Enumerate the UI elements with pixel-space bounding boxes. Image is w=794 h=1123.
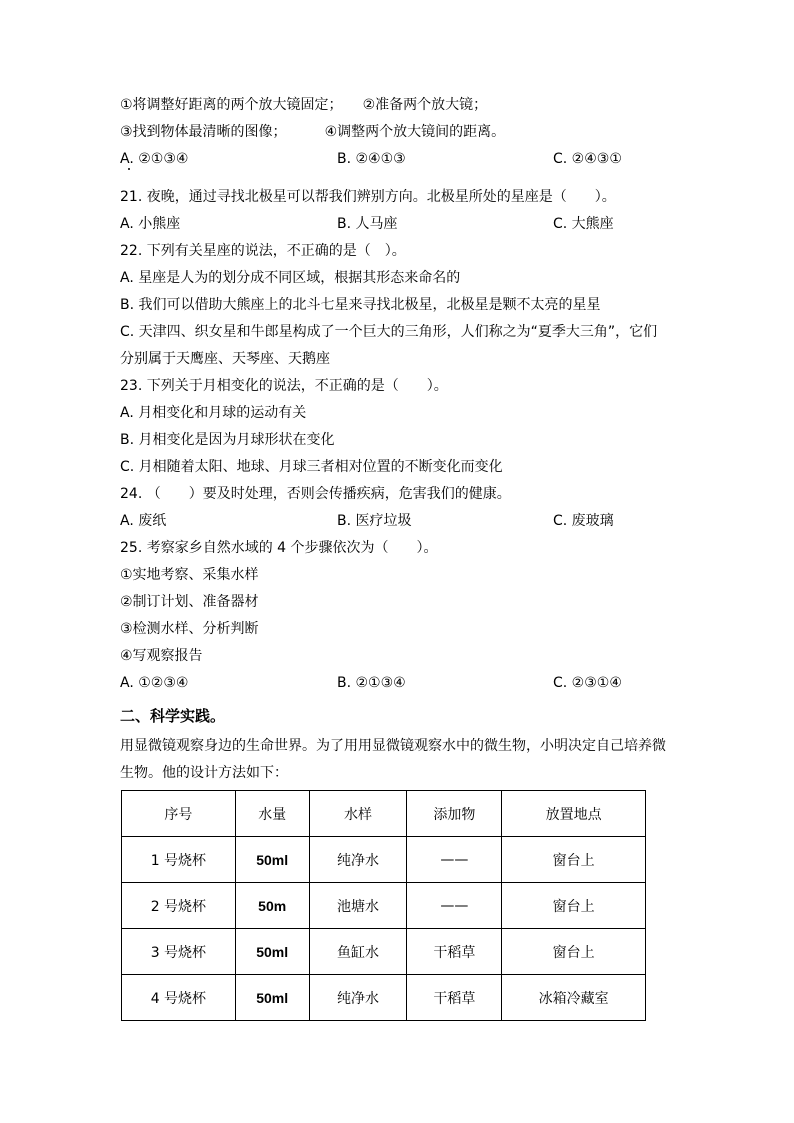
section-intro-2: 生物。他的设计方法如下：	[120, 765, 288, 781]
q25-step-1: ①实地考察、采集水样	[120, 567, 259, 583]
header-cell: 水量	[235, 791, 309, 837]
table-cell: 纯净水	[309, 837, 407, 883]
table-cell: 50ml	[235, 837, 309, 883]
q21-option-a: A. 小熊座	[120, 216, 181, 232]
step-2: ②准备两个放大镜；	[362, 97, 488, 113]
table-cell: 池塘水	[309, 883, 407, 929]
table-cell: 2 号烧杯	[122, 883, 236, 929]
table-row	[122, 929, 646, 975]
q23-option-b: B. 月相变化是因为月球形状在变化	[120, 432, 335, 448]
q25-step-2: ②制订计划、准备器材	[120, 594, 259, 610]
q24-option-c: C. 废玻璃	[553, 513, 614, 529]
table-cell: 窗台上	[502, 883, 646, 929]
table-cell: 50ml	[235, 929, 309, 975]
q22-option-c: C. 天津四、织女星和牛郎星构成了一个巨大的三角形，人们称之为“夏季大三角”，它们	[120, 324, 658, 340]
q25-option-a: A. ①②③④	[120, 675, 189, 691]
q24-option-b: B. 医疗垃圾	[337, 513, 412, 529]
table-row	[122, 975, 646, 1021]
table-cell: 干稻草	[407, 975, 502, 1021]
table-cell: 1 号烧杯	[122, 837, 236, 883]
step-line-1	[120, 95, 487, 115]
q24-stem: 24. （ ）要及时处理，否则会传播疾病，危害我们的健康。	[120, 486, 511, 502]
q22-option-c-cont: 分别属于天鹰座、天琴座、天鹅座	[120, 351, 330, 367]
table-cell: 鱼缸水	[309, 929, 407, 975]
step-line-2	[120, 122, 505, 142]
q20-option-c: C. ②④③①	[553, 151, 622, 167]
table-row	[122, 837, 646, 883]
table-cell: 50ml	[235, 975, 309, 1021]
table-cell: 纯净水	[309, 975, 407, 1021]
q21-option-c: C. 大熊座	[553, 216, 614, 232]
q25-step-3: ③检测水样、分析判断	[120, 621, 259, 637]
table-cell: 3 号烧杯	[122, 929, 236, 975]
step-4: ④调整两个放大镜间的距离。	[324, 124, 506, 140]
q21-option-b: B. 人马座	[337, 216, 398, 232]
q20-option-a: A. ②①③④	[120, 151, 189, 167]
step-3: ③找到物体最清晰的图像；	[120, 124, 287, 140]
q20-option-b: B. ②④①③	[337, 151, 406, 167]
q21-stem: 21. 夜晚，通过寻找北极星可以帮我们辨别方向。北极星所处的星座是（ ）。	[120, 189, 616, 205]
table-row	[122, 883, 646, 929]
table-cell: ——	[407, 837, 502, 883]
table-header-row	[122, 791, 646, 837]
table-cell: ——	[407, 883, 502, 929]
table-cell: 窗台上	[502, 837, 646, 883]
q25-option-c: C. ②③①④	[553, 675, 622, 691]
q25-option-b: B. ②①③④	[337, 675, 406, 691]
section-title: 二、科学实践。	[120, 707, 226, 725]
q23-stem: 23. 下列关于月相变化的说法，不正确的是（ ）。	[120, 378, 448, 394]
q22-stem: 22. 下列有关星座的说法，不正确的是（ ）。	[120, 243, 406, 259]
q22-option-a: A. 星座是人为的划分成不同区域，根据其形态来命名的	[120, 270, 461, 286]
q23-option-a: A. 月相变化和月球的运动有关	[120, 405, 307, 421]
q23-option-c: C. 月相随着太阳、地球、月球三者相对位置的不断变化而变化	[120, 459, 503, 475]
header-cell: 水样	[309, 791, 407, 837]
experiment-table	[121, 790, 646, 1021]
header-cell: 序号	[122, 791, 236, 837]
step-1: ①将调整好距离的两个放大镜固定；	[120, 97, 343, 113]
section-intro-1: 用显微镜观察身边的生命世界。为了用用显微镜观察水中的微生物，小明决定自己培养微	[120, 738, 666, 754]
stray-dot	[128, 168, 130, 170]
table-cell: 50m	[235, 883, 309, 929]
table-cell: 窗台上	[502, 929, 646, 975]
table-cell: 4 号烧杯	[122, 975, 236, 1021]
header-cell: 添加物	[407, 791, 502, 837]
q24-option-a: A. 废纸	[120, 513, 167, 529]
q25-stem: 25. 考察家乡自然水域的 4 个步骤依次为（ ）。	[120, 540, 438, 556]
table-cell: 冰箱冷藏室	[502, 975, 646, 1021]
table-cell: 干稻草	[407, 929, 502, 975]
q25-step-4: ④写观察报告	[120, 648, 203, 664]
q22-option-b: B. 我们可以借助大熊座上的北斗七星来寻找北极星，北极星是颗不太亮的星星	[120, 297, 601, 313]
header-cell: 放置地点	[502, 791, 646, 837]
